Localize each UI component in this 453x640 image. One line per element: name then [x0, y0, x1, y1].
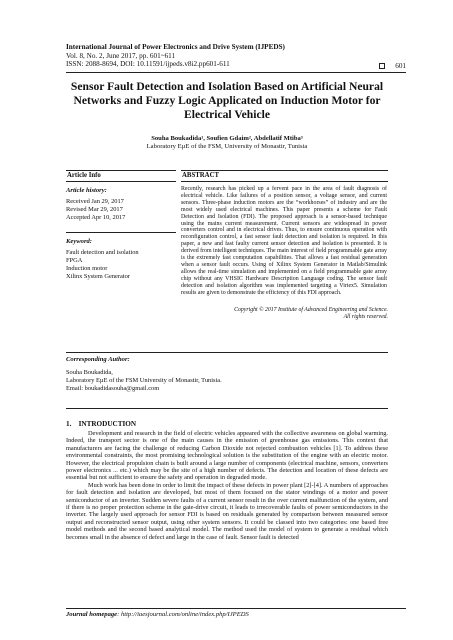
keyword-item: FPGA	[66, 256, 83, 264]
keyword-item: Xilinx System Generator	[66, 273, 130, 281]
footer-label: Journal homepage	[66, 611, 118, 618]
introduction-section	[66, 420, 388, 541]
paragraph: Much work has been done in order to limit the impact of these defects in power plant [2]-[4]. A numbers of approaches for fault detection and isolation are developed, but most of them focused on the stator windings of a motor and power semiconductor of an inverter. Sudden severe faults of a current sensor result in the over current malfunction of the system, and if there is no proper protection scheme in the gate-drive circuit, it leads to irrecoverable faults of power semiconductors in the inverter. The largely used approach for sensor FDI is based on residuals generated by comparison between measured sensor output and reconstructed sensor output, using other system sensors. It could be classed into two categories: one based free model methods and the second based analytical model. The method used the model of system to generate a residual which becomes small in the absence of defect and large in the case of fault. Sensor fault is detected	[66, 481, 388, 541]
abstract-column	[181, 170, 388, 321]
article-info-heading: Article Info	[66, 170, 176, 182]
section-heading: 1. INTRODUCTION	[66, 420, 137, 428]
corr-divider	[66, 352, 388, 353]
keyword-label: Keyword:	[66, 237, 93, 245]
footer-rule	[66, 608, 406, 609]
keyword-item: Induction motor	[66, 265, 108, 273]
header-rule	[66, 72, 406, 73]
article-history-label: Article history:	[66, 187, 107, 194]
copyright-notice	[181, 307, 388, 321]
history-accepted: Accepted Apr 10, 2017	[66, 214, 126, 222]
rights-line: All rights reserved.	[343, 313, 388, 320]
corresponding-author-details	[66, 369, 388, 394]
article-history-list	[66, 198, 176, 223]
introduction-body	[66, 430, 388, 541]
footer-url[interactable]: : http://iaesjournal.com/online/index.php/IJPEDS	[117, 611, 249, 618]
corresponding-address: Laboratory EµE of the FSM University of Monastir, Tunisia.	[66, 377, 222, 385]
keyword-item: Fault detection and isolation	[66, 248, 139, 256]
corresponding-email[interactable]: Email: boukadidasouha@gmail.com	[66, 385, 160, 393]
article-info-column	[66, 170, 176, 281]
abstract-text: Recently, research has picked up a fervent pace in the area of fault diagnosis of electrical vehicle. Like failures of a position sensor, a voltage sensor, and current sensors. Three-phase induction motors are the “workhorses” of industry and are the most widely used electrical machines. This paper presents a scheme for Fault Detection and Isolation (FDI). The proposed approach is a sensor-based technique using the mains current measurement. Current sensors are widespread in power converters control and in electrical drives. Thus, to ensure continuous operation with reconfiguration control, a fast sensor fault detection and isolation is required. In this paper, a new and fast faulty current sensor detection and isolation is presented. It is derived from intelligent techniques. The main interest of field programmable gate array is the extremely fast computation capabilities. That allows a fast residual generation when a sensor fault occurs. Using of Xilinx System Generator in Matlab/Simulink allows the real-time simulation and implemented on a field programmable gate array chip without any VHSIC Hardware Description Language coding. The sensor fault detection and isolation algorithm was implemented targeting a Virtex5. Simulation results are given to demonstrate the efficiency of this FDI approach.	[181, 186, 387, 296]
corresponding-author-block	[66, 352, 388, 394]
author-names: Souha Boukadida¹, Soufien Gdaim², Abdellatif Mtiba³	[151, 135, 303, 142]
author-affiliation: Laboratory EµE of the FSM, University of Monastir, Tunisia	[146, 143, 308, 150]
corresponding-author-label: Corresponding Author:	[66, 356, 130, 363]
square-icon	[379, 63, 385, 69]
info-divider	[66, 232, 176, 233]
page-number: 601	[395, 62, 406, 70]
paragraph: Development and research in the field of electric vehicles appeared with the collective awareness on global warming. Indeed, the transport sector is one of the main causes in the emission of greenhouse gas emissions. This context that manufacturers are facing the challenge of reducing Carbon Dioxide not rejected combustion vehicles [1]. To address these environmental constraints, the most promising technological solution is the substitution of the engine with an electric motor. However, the electrical propulsion chain is built around a large number of components (electrical machine, sensors, converters power electronics ... etc.) which may be the site of a high number of defects. The detection and location of these defects are essential but not sufficient to ensure the safety and operation in degraded mode.	[66, 430, 388, 482]
journal-name: International Journal of Power Electronics and Drive System (IJPEDS)	[66, 43, 285, 51]
page-footer	[66, 611, 249, 618]
history-received: Received Jan 29, 2017	[66, 198, 124, 205]
keyword-list	[66, 249, 176, 282]
corr-bottom-rule	[66, 408, 388, 409]
journal-volume: Vol. 8, No. 2, June 2017, pp. 601~611	[66, 51, 176, 60]
paper-title: Sensor Fault Detection and Isolation Based on Artificial Neural Networks and Fuzzy Logic Applicated on Induction Motor for Electrical Vehicle	[70, 80, 384, 121]
history-revised: Revised Mar 29, 2017	[66, 206, 123, 214]
page-mark	[379, 62, 406, 70]
author-block	[66, 135, 388, 151]
corresponding-name: Souha Boukadida,	[66, 369, 113, 376]
copyright-line: Copyright © 2017 Institute of Advanced Engineering and Science.	[234, 306, 388, 313]
journal-issn: ISSN: 2088-8694, DOI: 10.11591/ijpeds.v8i2.pp601-611	[66, 60, 230, 69]
journal-header	[66, 43, 406, 69]
abstract-heading: ABSTRACT	[181, 170, 388, 182]
